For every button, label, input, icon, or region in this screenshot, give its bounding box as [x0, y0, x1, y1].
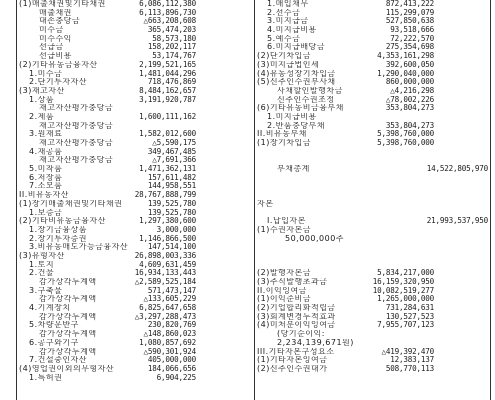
liability-item-label: 4.미지급비용 — [267, 26, 317, 35]
liability-row — [255, 156, 492, 165]
asset-row — [17, 348, 254, 357]
asset-item-amount: 3,000,000 — [156, 225, 196, 234]
liability-item-amount: 860,000,000 — [385, 78, 434, 87]
asset-item-amount: △3,297,288,473 — [134, 312, 196, 321]
liability-item-label: (4)유동성장기차입금 — [257, 69, 336, 78]
asset-item-amount: △663,208,608 — [143, 17, 196, 26]
liability-item-amount: 508,770,113 — [385, 364, 434, 373]
asset-item-amount: 16,934,133,443 — [134, 269, 196, 278]
asset-item-label: 3.비유동매도가능금융자산 — [29, 243, 129, 252]
asset-item-amount: 349,467,485 — [147, 147, 196, 156]
liability-row — [255, 139, 492, 148]
asset-row — [17, 295, 254, 304]
asset-item-amount: 1,481,044,296 — [139, 69, 196, 78]
liability-row — [255, 182, 492, 191]
liability-item-amount: 4,353,161,298 — [377, 52, 434, 61]
liability-item-label: (1)이익준비금 — [257, 295, 311, 304]
asset-row — [17, 87, 254, 96]
liability-item-amount: △78,002,226 — [385, 95, 434, 104]
asset-row — [17, 374, 254, 383]
asset-row — [17, 209, 254, 218]
asset-item-amount: 405,000,000 — [147, 356, 196, 365]
asset-item-label: 1.미수금 — [29, 69, 63, 78]
balance-sheet — [16, 0, 491, 400]
asset-item-amount: 6,113,896,730 — [139, 8, 196, 17]
liability-item-amount: 130,527,523 — [385, 312, 434, 321]
asset-item-label: (1)장기매출채권및기타채권 — [19, 199, 123, 208]
asset-item-amount: 1,297,380,600 — [139, 217, 196, 226]
asset-item-amount: 6,825,647,658 — [139, 304, 196, 313]
liability-item-amount: 10,082,519,277 — [372, 286, 434, 295]
asset-item-amount: 147,514,100 — [147, 243, 196, 252]
asset-row — [17, 304, 254, 313]
asset-item-amount: 58,573,180 — [152, 34, 196, 43]
asset-row — [17, 191, 254, 200]
liability-item-label: 6.미지급배당금 — [267, 43, 326, 52]
liability-item-label: (6)기타유동비금융부채 — [257, 104, 344, 113]
asset-row — [17, 0, 254, 9]
asset-item-amount: 139,525,780 — [147, 199, 196, 208]
asset-item-amount: 365,474,203 — [147, 26, 196, 35]
liability-item-label: (3)미지급법인세 — [257, 60, 320, 69]
asset-row — [17, 35, 254, 44]
asset-row — [17, 217, 254, 226]
asset-item-label: 재고자산평가충당금 — [39, 104, 114, 113]
asset-item-label: 5.차량운반구 — [29, 321, 79, 330]
liability-row — [255, 261, 492, 270]
asset-item-label: 3.구축물 — [29, 286, 63, 295]
liability-item-label: (당기순이익: — [277, 330, 325, 339]
liability-row — [255, 70, 492, 79]
liability-item-amount: 353,804,273 — [385, 121, 434, 130]
liability-item-label: (5)신주인수권부사채 — [257, 78, 336, 87]
asset-row — [17, 122, 254, 131]
asset-item-amount: 1,600,111,162 — [139, 112, 196, 121]
asset-row — [17, 313, 254, 322]
asset-row — [17, 26, 254, 35]
liability-item-amount: 93,518,666 — [390, 26, 434, 35]
asset-row — [17, 269, 254, 278]
asset-row — [17, 235, 254, 244]
asset-row — [17, 43, 254, 52]
liability-item-label: (3)주식발행초과금 — [257, 278, 328, 286]
liability-item-amount: 21,993,537,950 — [426, 217, 488, 226]
asset-item-amount: △7,691,366 — [152, 156, 196, 165]
liability-item-amount: 14,522,805,970 — [426, 165, 488, 174]
liability-item-label: (2)기업합리화적립금 — [257, 304, 336, 313]
liability-item-label: II.이익잉여금 — [257, 286, 307, 295]
asset-item-label: 감가상각누계액 — [39, 312, 97, 321]
asset-item-label: 6.공구와기구 — [29, 338, 79, 347]
asset-item-label: 감가상각누계액 — [39, 347, 97, 356]
liability-item-amount: 12,383,137 — [390, 356, 434, 365]
asset-row — [17, 17, 254, 26]
asset-row — [17, 174, 254, 183]
liability-row — [255, 191, 492, 200]
liability-item-amount: 115,299,079 — [385, 8, 434, 17]
liability-item-label: 2.반품충당부채 — [267, 121, 326, 130]
liability-row — [255, 104, 492, 113]
liability-row — [255, 113, 492, 122]
liability-item-label: 50,000,000주 — [285, 234, 345, 243]
asset-row — [17, 52, 254, 61]
asset-item-amount: 139,525,780 — [147, 208, 196, 217]
asset-item-label: 7.건설중인자산 — [29, 356, 88, 365]
liability-row — [255, 339, 492, 348]
asset-item-label: 1.특허권 — [29, 373, 63, 382]
asset-row — [17, 113, 254, 122]
liability-row — [255, 304, 492, 313]
liability-item-label: (4)미처분이익잉여금 — [257, 321, 336, 330]
asset-item-label: 1.장기금융상품 — [29, 225, 88, 234]
liability-row — [255, 209, 492, 218]
asset-item-label: 선급비용 — [39, 52, 72, 61]
liability-item-amount: 527,850,638 — [385, 17, 434, 26]
liability-item-label: 1.매입채무 — [267, 0, 309, 8]
asset-item-label: (2)기타유동금융자산 — [19, 60, 98, 69]
liability-item-label: (1)장기차입금 — [257, 139, 311, 147]
asset-item-amount: 571,473,147 — [147, 286, 196, 295]
asset-row — [17, 104, 254, 113]
asset-row — [17, 9, 254, 18]
asset-item-label: 대손충당금 — [39, 17, 81, 26]
asset-item-amount: 3,191,920,787 — [139, 95, 196, 104]
asset-item-label: 1.토지 — [29, 260, 55, 269]
asset-item-amount: 1,471,362,131 — [139, 165, 196, 174]
asset-item-label: (4)영업권이외의무형자산 — [19, 364, 115, 373]
asset-item-amount: 1,582,012,600 — [139, 130, 196, 139]
asset-item-label: 2.단기투자자산 — [29, 78, 88, 87]
liability-row — [255, 287, 492, 296]
liability-item-amount: 731,284,631 — [385, 304, 434, 313]
liability-item-amount: △419,392,470 — [381, 347, 434, 356]
liability-row — [255, 321, 492, 330]
liability-item-amount: 1,265,000,000 — [377, 295, 434, 304]
liability-row — [255, 122, 492, 131]
liability-row — [255, 52, 492, 61]
liability-item-label: (2)신주인수권대가 — [257, 364, 328, 373]
asset-row — [17, 78, 254, 87]
liability-item-label: 자본 — [257, 199, 274, 208]
liability-row — [255, 313, 492, 322]
liability-item-label: 2,234,139,671원) — [277, 338, 354, 347]
asset-item-label: 매출채권 — [39, 8, 72, 17]
liability-row — [255, 26, 492, 35]
asset-item-amount: 184,066,656 — [147, 364, 196, 373]
liability-item-amount: 5,398,760,000 — [377, 130, 434, 139]
asset-item-amount: 28,767,888,799 — [134, 191, 196, 200]
asset-item-label: 2.제품 — [29, 112, 55, 121]
asset-item-amount: 1,146,866,500 — [139, 234, 196, 243]
asset-row — [17, 148, 254, 157]
asset-item-label: 4.재공품 — [29, 147, 63, 156]
liability-item-label: 3.미지급금 — [267, 17, 309, 26]
asset-item-label: 3.원재료 — [29, 130, 63, 139]
liability-row — [255, 148, 492, 157]
liability-row — [255, 9, 492, 18]
asset-item-amount: △2,589,525,184 — [134, 278, 196, 286]
asset-row — [17, 330, 254, 339]
asset-row — [17, 182, 254, 191]
liability-item-label: 2.선수금 — [267, 8, 301, 17]
liability-item-label: II.비유동부채 — [257, 130, 307, 139]
asset-item-amount: 6,904,225 — [156, 373, 196, 382]
asset-item-label: 1.보증금 — [29, 208, 63, 217]
liability-item-amount: 1,290,040,000 — [377, 69, 434, 78]
liability-row — [255, 78, 492, 87]
asset-item-amount: 1,080,857,692 — [139, 338, 196, 347]
asset-item-label: 감가상각누계액 — [39, 278, 97, 286]
liability-row — [255, 356, 492, 365]
liability-item-label: 5.예수금 — [267, 34, 301, 43]
liability-row — [255, 96, 492, 105]
asset-item-amount: 53,174,767 — [152, 52, 196, 61]
asset-item-label: (3)유형자산 — [19, 251, 65, 260]
asset-row — [17, 156, 254, 165]
liability-row — [255, 348, 492, 357]
asset-row — [17, 261, 254, 270]
liability-row — [255, 174, 492, 183]
liability-item-label: III.기타자본구성요소 — [257, 347, 335, 356]
asset-item-label: (1)매출채권및기타채권 — [19, 0, 106, 8]
liability-row — [255, 200, 492, 209]
asset-item-label: II.비유동자산 — [19, 191, 69, 200]
asset-item-amount: 144,958,551 — [147, 182, 196, 191]
liability-row — [255, 235, 492, 244]
liability-row — [255, 252, 492, 261]
liability-row — [255, 35, 492, 44]
asset-item-label: 재고자산평가충당금 — [39, 156, 114, 165]
asset-row — [17, 287, 254, 296]
asset-row — [17, 96, 254, 105]
asset-item-label: 4.기계장치 — [29, 304, 71, 313]
asset-item-label: 5.미착품 — [29, 165, 63, 174]
liability-row — [255, 0, 492, 9]
liability-row — [255, 17, 492, 26]
liability-item-label: (2)단기차입금 — [257, 52, 311, 61]
liability-item-label: 사채할인발행차금 — [277, 86, 343, 95]
liability-item-amount: 872,413,222 — [385, 0, 434, 8]
asset-item-amount: 718,476,869 — [147, 78, 196, 87]
liability-item-amount: 5,398,760,000 — [377, 139, 434, 147]
asset-item-amount: 158,202,117 — [147, 43, 196, 52]
asset-item-label: 감가상각누계액 — [39, 295, 97, 304]
liability-row — [255, 130, 492, 139]
asset-item-label: (2)기타비유동금융자산 — [19, 217, 106, 226]
asset-item-label: 미수수익 — [39, 34, 72, 43]
asset-row — [17, 321, 254, 330]
asset-item-label: 6.저장품 — [29, 173, 63, 182]
asset-item-label: 재고자산평가충당금 — [39, 121, 114, 130]
asset-item-label: 2.장기투자증권 — [29, 234, 88, 243]
asset-row — [17, 61, 254, 70]
asset-row — [17, 200, 254, 209]
asset-item-amount: △590,301,924 — [143, 347, 196, 356]
liability-item-label: 부채총계 — [277, 165, 310, 174]
asset-item-amount: 2,199,521,165 — [139, 60, 196, 69]
asset-item-amount: 8,484,162,657 — [139, 86, 196, 95]
asset-row — [17, 356, 254, 365]
asset-item-amount: △133,605,229 — [143, 295, 196, 304]
asset-item-amount: 26,898,003,336 — [134, 251, 196, 260]
asset-item-label: 선급금 — [39, 43, 64, 52]
liability-item-label: (1)수권자본금 — [257, 225, 311, 234]
liability-item-label: (1)기타자본잉여금 — [257, 356, 328, 365]
liability-item-amount: 16,159,320,950 — [372, 278, 434, 286]
liability-item-label: I.납입자본 — [267, 217, 306, 226]
liabilities-equity-column — [255, 0, 492, 400]
asset-item-amount: 230,820,769 — [147, 321, 196, 330]
liability-item-amount: 353,804,273 — [385, 104, 434, 113]
asset-row — [17, 365, 254, 374]
liability-item-amount: 72,222,570 — [390, 34, 434, 43]
liability-item-label: 1.미지급비용 — [267, 112, 317, 121]
asset-item-label: 7.소모품 — [29, 182, 63, 191]
liability-row — [255, 43, 492, 52]
assets-column — [17, 0, 255, 400]
asset-item-label: (3)재고자산 — [19, 86, 65, 95]
liability-item-amount: △4,216,298 — [390, 86, 434, 95]
asset-item-amount: 4,609,631,459 — [139, 260, 196, 269]
liability-item-amount: 7,955,707,123 — [377, 321, 434, 330]
asset-row — [17, 70, 254, 79]
asset-row — [17, 139, 254, 148]
asset-row — [17, 165, 254, 174]
liability-row — [255, 87, 492, 96]
liability-item-label: (3)회계변경누적효과 — [257, 312, 336, 321]
liability-row — [255, 217, 492, 226]
liability-row — [255, 295, 492, 304]
asset-item-amount: △148,860,023 — [143, 330, 196, 339]
liability-row — [255, 269, 492, 278]
liability-row — [255, 226, 492, 235]
liability-row — [255, 165, 492, 174]
liability-row — [255, 278, 492, 287]
liability-row — [255, 243, 492, 252]
asset-item-amount: 6,086,112,380 — [139, 0, 196, 8]
liability-item-label: 신주인수권조정 — [277, 95, 335, 104]
liability-item-amount: 5,834,217,000 — [377, 269, 434, 278]
asset-row — [17, 339, 254, 348]
asset-item-amount: 157,611,482 — [147, 173, 196, 182]
asset-item-label: 미수금 — [39, 26, 64, 35]
asset-item-label: 감가상각누계액 — [39, 330, 97, 339]
asset-row — [17, 252, 254, 261]
liability-item-label: (2)발행자본금 — [257, 269, 311, 278]
asset-row — [17, 226, 254, 235]
asset-item-label: 재고자산평가충당금 — [39, 139, 114, 147]
liability-item-amount: 275,354,698 — [385, 43, 434, 52]
liability-row — [255, 365, 492, 374]
liability-row — [255, 61, 492, 70]
asset-row — [17, 130, 254, 139]
asset-row — [17, 278, 254, 287]
asset-row — [17, 243, 254, 252]
asset-item-amount: △5,590,175 — [152, 139, 196, 147]
asset-item-label: 1.상품 — [29, 95, 55, 104]
liability-item-amount: 392,600,050 — [385, 60, 434, 69]
liability-row — [255, 330, 492, 339]
asset-item-label: 2.건물 — [29, 269, 55, 278]
